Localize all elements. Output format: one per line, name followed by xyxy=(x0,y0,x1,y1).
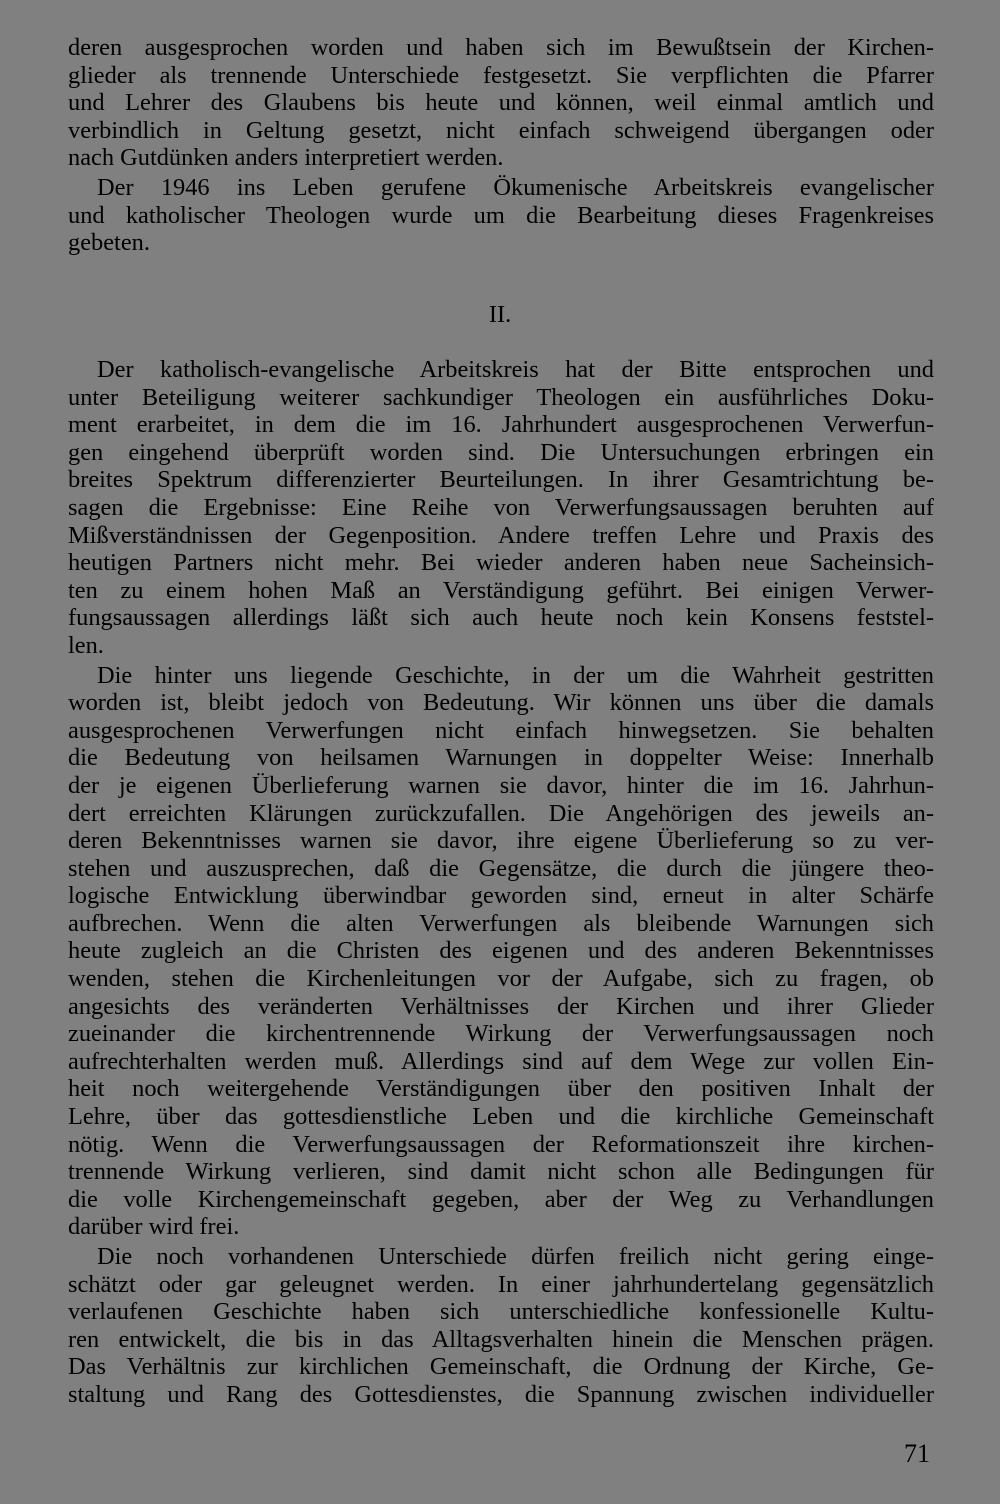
text-line: heutigen Partners nicht mehr. Bei wieder anderen haben neue Sacheinsich- xyxy=(68,549,934,577)
text-line: len. xyxy=(68,631,104,659)
text-line: schätzt oder gar geleugnet werden. In einer jahrhundertelang gegensätzlich xyxy=(68,1270,934,1298)
paragraph xyxy=(68,34,934,172)
paragraph xyxy=(68,1243,934,1409)
text-line: gen eingehend überprüft worden sind. Die Untersuchungen erbringen ein xyxy=(68,438,934,466)
section-heading: II. xyxy=(488,301,512,328)
page-number: 71 xyxy=(904,1439,930,1468)
text-line: die volle Kirchengemeinschaft gegeben, aber der Weg zu Verhandlungen xyxy=(68,1185,934,1213)
text-line: stehen und auszusprechen, daß die Gegensätze, die durch die jüngere theo- xyxy=(68,854,934,882)
text-line: deren Bekenntnisses warnen sie davor, ihre eigene Überlieferung so zu ver- xyxy=(68,827,934,855)
text-line: sagen die Ergebnisse: Eine Reihe von Verwerfungsaussagen beruhten auf xyxy=(68,493,934,521)
text-line: trennende Wirkung verlieren, sind damit nicht schon alle Bedingungen für xyxy=(68,1158,934,1186)
text-line: gebeten. xyxy=(68,229,150,257)
text-line: die Bedeutung von heilsamen Warnungen in doppelter Weise: Innerhalb xyxy=(68,744,934,772)
text-line: unter Beteiligung weiterer sachkundiger Theologen ein ausführliches Doku- xyxy=(68,383,934,411)
paragraph xyxy=(68,174,934,257)
text-line: und katholischer Theologen wurde um die Bearbeitung dieses Fragenkreises xyxy=(68,201,934,229)
text-line: logische Entwicklung überwindbar geworden sind, erneut in alter Schärfe xyxy=(68,882,934,910)
text-line: angesichts des veränderten Verhältnisses der Kirchen und ihrer Glieder xyxy=(68,992,934,1020)
text-line: der je eigenen Überlieferung warnen sie davor, hinter die im 16. Jahrhun- xyxy=(68,771,934,799)
text-line: Der katholisch-evangelische Arbeitskreis hat der Bitte entsprochen und xyxy=(97,356,934,383)
text-line: wenden, stehen die Kirchenleitungen vor der Aufgabe, sich zu fragen, ob xyxy=(68,965,934,993)
text-line: staltung und Rang des Gottesdienstes, die Spannung zwischen individueller xyxy=(68,1380,934,1408)
text-line: breites Spektrum differenzierter Beurteilungen. In ihrer Gesamtrichtung be- xyxy=(68,466,934,494)
text-line: ren entwickelt, die bis in das Alltagsverhalten hinein die Menschen prägen. xyxy=(68,1325,934,1353)
top-text-block xyxy=(68,34,934,257)
text-line: nach Gutdünken anders interpretiert werden. xyxy=(68,144,504,172)
text-line: ment erarbeitet, in dem die im 16. Jahrhundert ausgesprochenen Verwerfun- xyxy=(68,411,934,439)
text-line: aufrechterhalten werden muß. Allerdings sind auf dem Wege zur vollen Ein- xyxy=(68,1047,934,1075)
text-line: Das Verhältnis zur kirchlichen Gemeinschaft, die Ordnung der Kirche, Ge- xyxy=(68,1353,934,1381)
text-line: Der 1946 ins Leben gerufene Ökumenische Arbeitskreis evangelischer xyxy=(97,173,934,201)
text-line: deren ausgesprochen worden und haben sich im Bewußtsein der Kirchen- xyxy=(68,34,934,61)
text-line: fungsaussagen allerdings läßt sich auch heute noch kein Konsens feststel- xyxy=(68,604,934,632)
text-line: Die noch vorhandenen Unterschiede dürfen freilich nicht gering einge- xyxy=(97,1243,934,1270)
text-line: darüber wird frei. xyxy=(68,1213,240,1241)
text-line: Lehre, über das gottesdienstliche Leben und die kirchliche Gemeinschaft xyxy=(68,1103,934,1131)
paragraph xyxy=(68,662,934,1241)
text-line: nötig. Wenn die Verwerfungsaussagen der Reformationszeit ihre kirchen- xyxy=(68,1130,934,1158)
text-line: aufbrechen. Wenn die alten Verwerfungen als bleibende Warnungen sich xyxy=(68,909,934,937)
text-line: Die hinter uns liegende Geschichte, in der um die Wahrheit gestritten xyxy=(97,661,934,689)
text-line: ten zu einem hohen Maß an Verständigung geführt. Bei einigen Verwer- xyxy=(68,576,934,604)
text-line: worden ist, bleibt jedoch von Bedeutung. Wir können uns über die damals xyxy=(68,689,934,717)
text-line: heit noch weitergehende Verständigungen über den positiven Inhalt der xyxy=(68,1075,934,1103)
text-line: heute zugleich an die Christen des eigenen und des anderen Bekenntnisses xyxy=(68,937,934,965)
section-text-block xyxy=(68,356,934,1409)
text-line: dert erreichten Klärungen zurückzufallen. Die Angehörigen des jeweils an- xyxy=(68,799,934,827)
text-line: Mißverständnissen der Gegenposition. Andere treffen Lehre und Praxis des xyxy=(68,521,934,549)
text-line: verbindlich in Geltung gesetzt, nicht einfach schweigend übergangen oder xyxy=(68,116,934,144)
text-line: zueinander die kirchentrennende Wirkung der Verwerfungsaussagen noch xyxy=(68,1020,934,1048)
text-line: ausgesprochenen Verwerfungen nicht einfach hinwegsetzen. Sie behalten xyxy=(68,716,934,744)
text-line: und Lehrer des Glaubens bis heute und können, weil einmal amtlich und xyxy=(68,89,934,117)
text-line: verlaufenen Geschichte haben sich unterschiedliche konfessionelle Kultu- xyxy=(68,1298,934,1326)
text-line: glieder als trennende Unterschiede festgesetzt. Sie verpflichten die Pfarrer xyxy=(68,61,934,89)
paragraph xyxy=(68,356,934,660)
